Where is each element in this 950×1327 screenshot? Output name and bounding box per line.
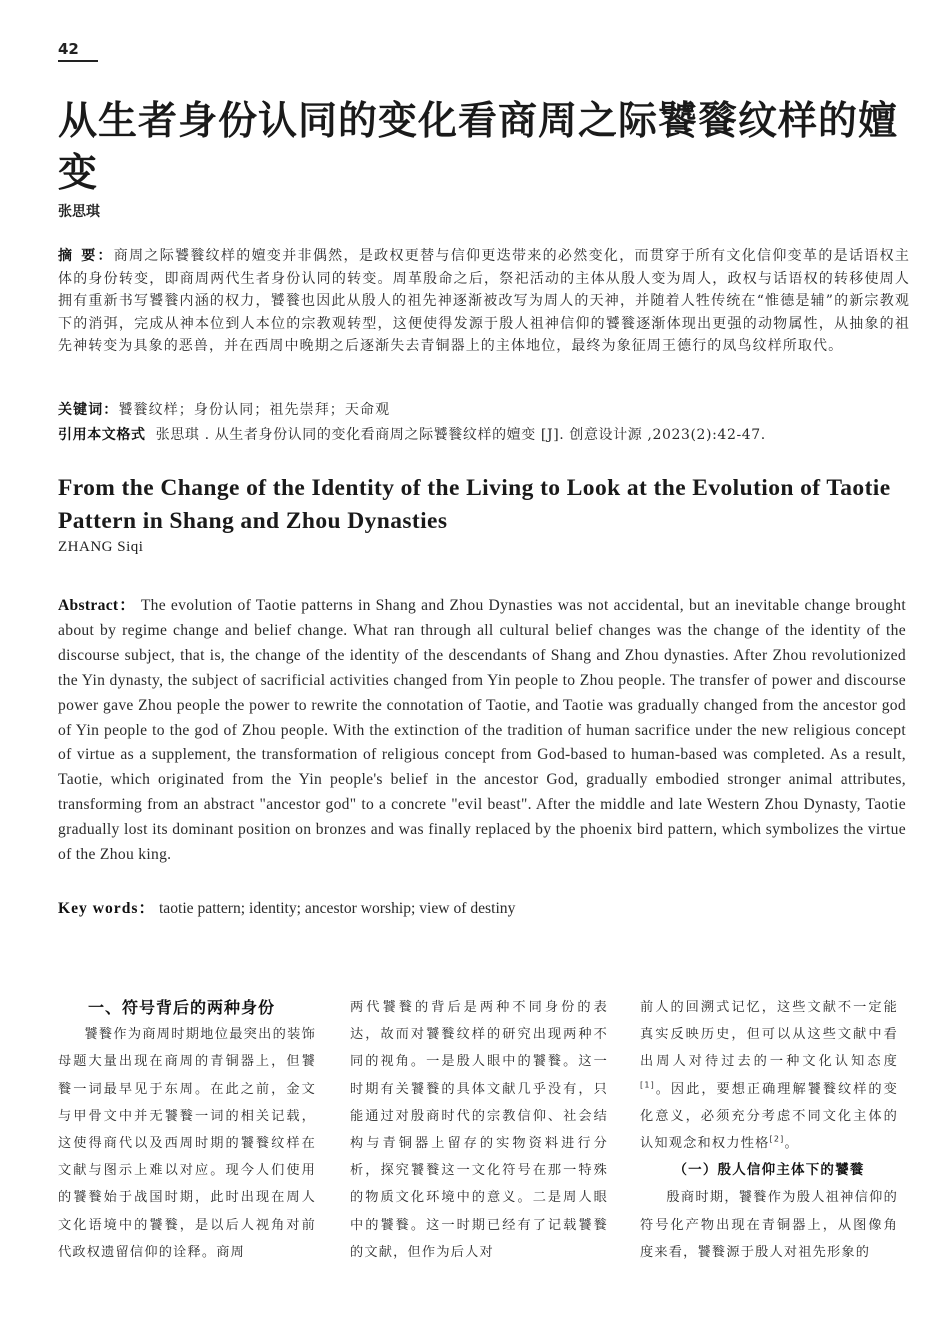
keywords-en [58,896,515,918]
body-column-1 [58,994,316,1266]
body-column-2 [350,994,608,1266]
body-column-3 [640,994,898,1266]
page-number-rule [58,60,98,62]
abstract-en-label: Abstract： [58,597,136,614]
body-text: 。因此，要想正确理解饕餮纹样的变化意义，必须充分考虑不同文化主体的认知观念和权力性格 [640,1081,898,1152]
section-heading: 一、符号背后的两种身份 [88,998,276,1017]
citation-cn-text: 张思琪 . 从生者身份认同的变化看商周之际饕餮纹样的嬗变 [J]. 创意设计源 ,2023(2):42-47. [155,427,766,443]
citation-cn-label: 引用本文格式 [58,427,146,443]
abstract-cn-label: 摘 要： [58,248,114,264]
keywords-en-text: taotie pattern; identity; ancestor worship; view of destiny [158,900,516,917]
author-en: ZHANG Siqi [58,539,144,555]
keywords-cn-label: 关键词： [58,402,119,418]
citation-cn [58,424,766,444]
reference-marker[interactable]: [1] [640,1080,655,1090]
article-title-cn: 从生者身份认同的变化看商周之际饕餮纹样的嬗变 [58,99,899,196]
body-text: 前人的回溯式记忆，这些文献不一定能真实反映历史，但可以从这些文献中看出周人对待过去的一种文化认知态度 [640,1000,898,1070]
keywords-cn-text: 饕餮纹样；身份认同；祖先崇拜；天命观 [118,402,391,418]
page-number: 42 [58,40,79,58]
abstract-cn [58,245,910,358]
abstract-en-text: The evolution of Taotie patterns in Shang and Zhou Dynasties was not accidental, but an inevitable change brought about by regime change and belief change. What ran through all cultural belief changes was the change of the identity of the discourse subject, that is, the change of the identity of the descendants of Shang and Zhou dynasties. After Zhou revolutionized the Yin dynasty, the subject of sacrificial activities changed from Yin people to Zhou people. The transfer of power and discourse power gave Zhou people the power to rewrite the connotation of Taotie, and Taotie was gradually changed from the ancestor god of Yin people to the god of Zhou people. With the extinction of the tradition of human sacrifice under the new religious concept of virtue as a supplement, the transformation of religious concept from God-based to human-based was completed. As a result, Taotie, which originated from the Yin people's belief in the ancestor God, gradually embodied stronger animal attributes, transforming from an abstract "ancestor god" to a concrete "evil beast". After the middle and late Western Zhou Dynasty, Taotie gradually lost its dominant position on bronzes and was finally replaced by the phoenix bird pattern, which symbolizes the virtue of the Zhou king. [58,597,906,864]
body-paragraph: 两代饕餮的背后是两种不同身份的表达，故而对饕餮纹样的研究出现两种不同的视角。一是殷人眼中的饕餮。这一时期有关饕餮的具体文献几乎没有，只能通过对殷商时代的宗教信仰、社会结构与青铜器上留存的实物资料进行分析，探究饕餮这一文化符号在那一特殊的物质文化环境中的意义。二是周人眼中的饕餮。这一时期已经有了记载饕餮的文献，但作为后人对 [350,1000,608,1260]
keywords-cn [58,399,390,419]
reference-marker[interactable]: [2] [769,1134,785,1144]
keywords-en-label: Key words： [58,900,156,917]
body-paragraph: 殷商时期，饕餮作为殷人祖神信仰的符号化产物出现在青铜器上，从图像角度来看，饕餮源于殷人对祖先形象的 [640,1190,898,1260]
body-text: 。 [784,1136,799,1152]
body-paragraph: 饕餮作为商周时期地位最突出的装饰母题大量出现在商周的青铜器上，但饕餮一词最早见于东周。在此之前，金文与甲骨文中并无饕餮一词的相关记载，这使得商代以及西周时期的饕餮纹样在文献与图示上难以对应。现今人们使用的饕餮始于战国时期，此时出现在周人文化语境中的饕餮，是以后人视角对前代政权遗留信仰的诠释。商周 [58,1027,316,1260]
article-title-en: From the Change of the Identity of the Living to Look at the Evolution of Taotie Pattern in Shang and Zhou Dynasties [58,475,891,534]
abstract-cn-text: 商周之际饕餮纹样的嬗变并非偶然，是政权更替与信仰更迭带来的必然变化，而贯穿于所有文化信仰变革的是话语权主体的身份转变，即商周两代生者身份认同的转变。周革殷命之后，祭祀活动的主体从殷人变为周人，政权与话语权的转移使周人拥有重新书写饕餮内涵的权力，饕餮也因此从殷人的祖先神逐渐被改写为周人的天神，并随着人牲传统在“惟德是辅”的新宗教观下的消弭，完成从神本位到人本位的宗教观转型，这便使得发源于殷人祖神信仰的饕餮逐渐体现出更强的动物属性，从抽象的祖先神转变为具象的恶兽，并在西周中晚期之后逐渐失去青铜器上的主体地位，最终为象征周王德行的凤鸟纹样所取代。 [58,248,911,355]
body-paragraph [640,994,898,1157]
abstract-en [58,594,906,868]
author-cn: 张思琪 [58,204,100,220]
subsection-heading: （一）殷人信仰主体下的饕餮 [673,1162,865,1179]
